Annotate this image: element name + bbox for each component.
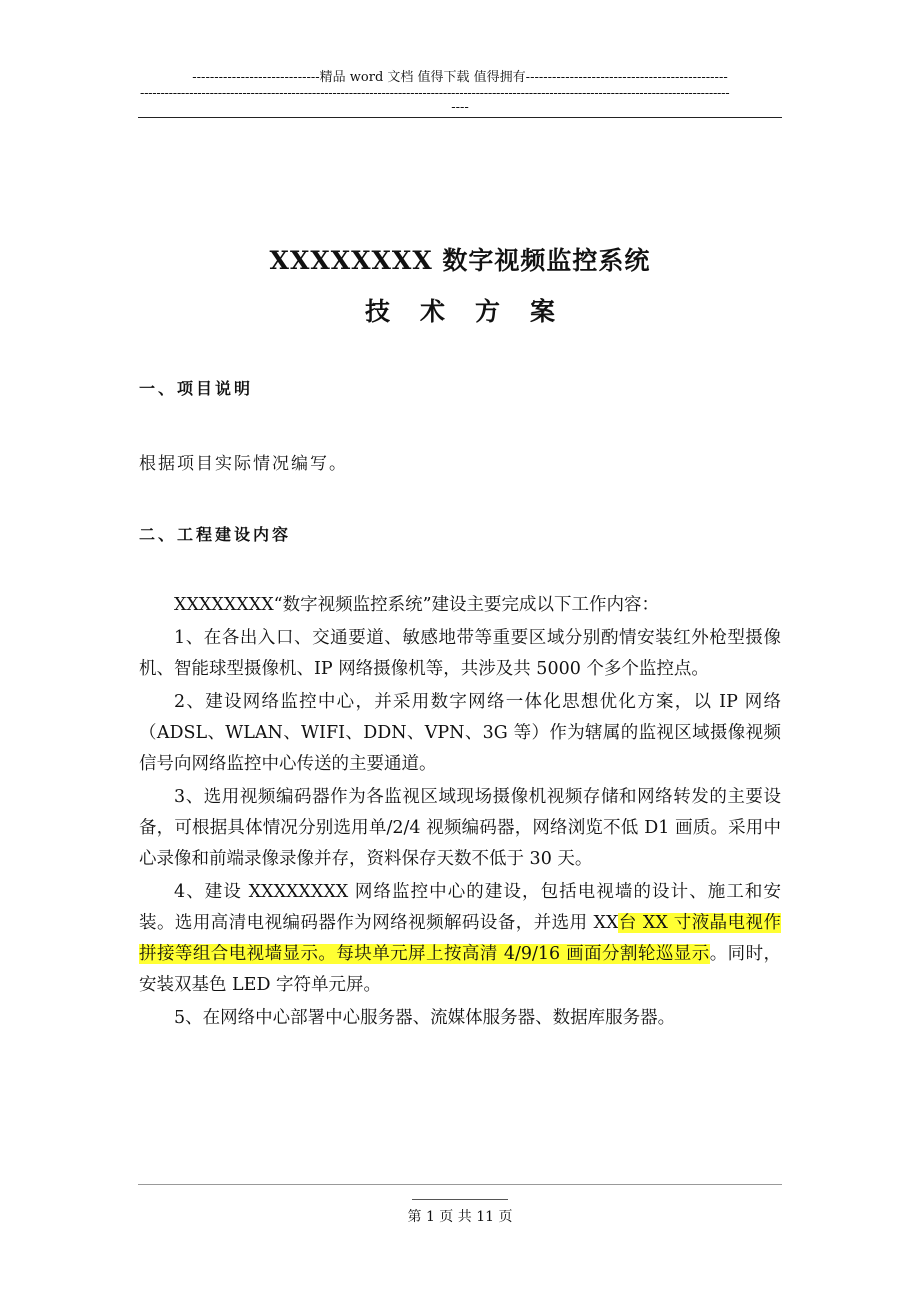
- page-number: 第 1 页 共 11 页: [407, 1209, 513, 1225]
- work-item-1: 1、在各出入口、交通要道、敏感地带等重要区域分别酌情安装红外枪型摄像机、智能球型摄像机、IP 网络摄像机等，共涉及共 5000 个多个监控点。: [139, 628, 781, 679]
- footer-short-rule: [412, 1199, 508, 1200]
- work-item-4-tail: 。同时，安装双基色 LED 字符单元屏。: [139, 944, 782, 995]
- section-2-heading: 二、工程建设内容: [139, 525, 292, 544]
- document-title: XXXXXXXX 数字视频监控系统: [269, 246, 651, 275]
- section-1-text: 根据项目实际情况编写。: [139, 454, 348, 474]
- work-item-5: 5、在网络中心部署中心服务器、流媒体服务器、数据库服务器。: [174, 1008, 676, 1028]
- footer-rule: [138, 1184, 782, 1185]
- work-item-4: [139, 877, 781, 1001]
- work-item-4-highlight: 台 XX 寸液晶电视作拼接等组合电视墙显示。每块单元屏上按高清 4/9/16 画面分割轮巡显示: [139, 913, 781, 964]
- section-2-intro: XXXXXXXX“数字视频监控系统”建设主要完成以下工作内容：: [174, 595, 660, 615]
- document-subtitle: 技术方案: [364, 297, 585, 326]
- header-dash-tail: ----: [451, 100, 469, 115]
- work-item-3: 3、选用视频编码器作为各监视区域现场摄像机视频存储和网络转发的主要设备，可根据具体情况分别选用单/2/4 视频编码器，网络浏览不低 D1 画质。采用中心录像和前端录像录像并存，资料保存天数不低于 30 天。: [139, 787, 781, 869]
- section-2-body: [139, 590, 781, 1036]
- header-dash-line: ------------------------------------------------------------------------------------------------------------------------------------------------: [140, 86, 730, 101]
- work-item-4-text: 4、建设 XXXXXXXX 网络监控中心的建设，包括电视墙的设计、施工和安装。选用高清电视编码器作为网络视频解码设备，并选用 XX: [139, 882, 781, 933]
- section-1-heading: 一、项目说明: [139, 379, 254, 398]
- header-rule: [138, 117, 782, 118]
- work-item-2: 2、建设网络监控中心，并采用数字网络一体化思想优化方案，以 IP 网络（ADSL、WLAN、WIFI、DDN、VPN、3G 等）作为辖属的监视区域摄像视频信号向网络监控中心传送的主要通道。: [139, 692, 781, 774]
- header-banner: -----------------------------精品 word 文档 值得下载 值得拥有----------------------------------------------: [192, 70, 728, 85]
